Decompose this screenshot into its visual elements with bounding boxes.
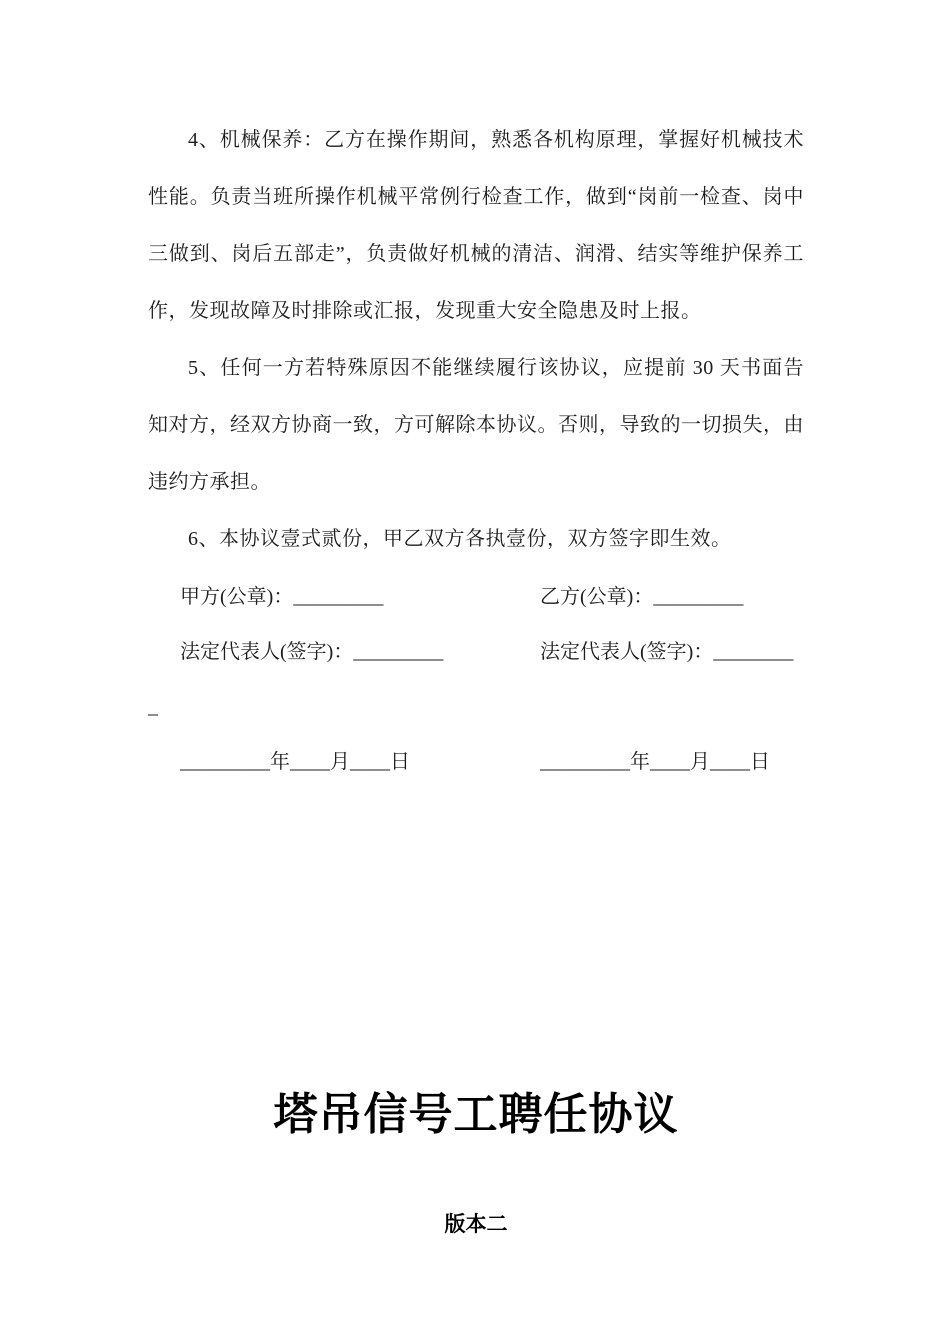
signature-row-seals <box>148 570 804 625</box>
paragraph-copies-effective: 6、本协议壹式贰份，甲乙双方各执壹份，双方签字即生效。 <box>188 528 732 550</box>
party-a-seal-line: 甲方(公章)：_________ <box>180 586 384 608</box>
paragraph-termination-notice: 5、任何一方若特殊原因不能继续履行该协议，应提前 30 天书面告知对方，经双方协商一致，方可解除本协议。否则，导致的一切损失，由违约方承担。 <box>148 357 804 493</box>
document-content <box>148 112 804 1238</box>
representative-line-wrap: _ <box>148 696 158 718</box>
signature-row-representatives <box>148 625 804 680</box>
party-b-representative-line: 法定代表人(签字)：________ <box>540 641 794 663</box>
party-a-date-line: _________年____月____日 <box>180 751 410 773</box>
party-b-seal-line: 乙方(公章)：_________ <box>540 586 744 608</box>
paragraph-machine-maintenance: 4、机械保养：乙方在操作期间，熟悉各机构原理，掌握好机械技术性能。负责当班所操作机械平常例行检查工作，做到“岗前一检查、岗中三做到、岗后五部走”，负责做好机械的清洁、润滑、结实等维护保养工作，发现故障及时排除或汇报，发现重大安全隐患及时上报。 <box>148 129 804 322</box>
party-b-date-line: _________年____月____日 <box>540 751 770 773</box>
signature-block <box>148 570 804 790</box>
signature-row-dates <box>148 735 804 790</box>
document-title: 塔吊信号工聘任协议 <box>273 1090 679 1139</box>
version-label: 版本二 <box>444 1212 508 1236</box>
party-a-representative-line: 法定代表人(签字)：_________ <box>180 641 444 663</box>
